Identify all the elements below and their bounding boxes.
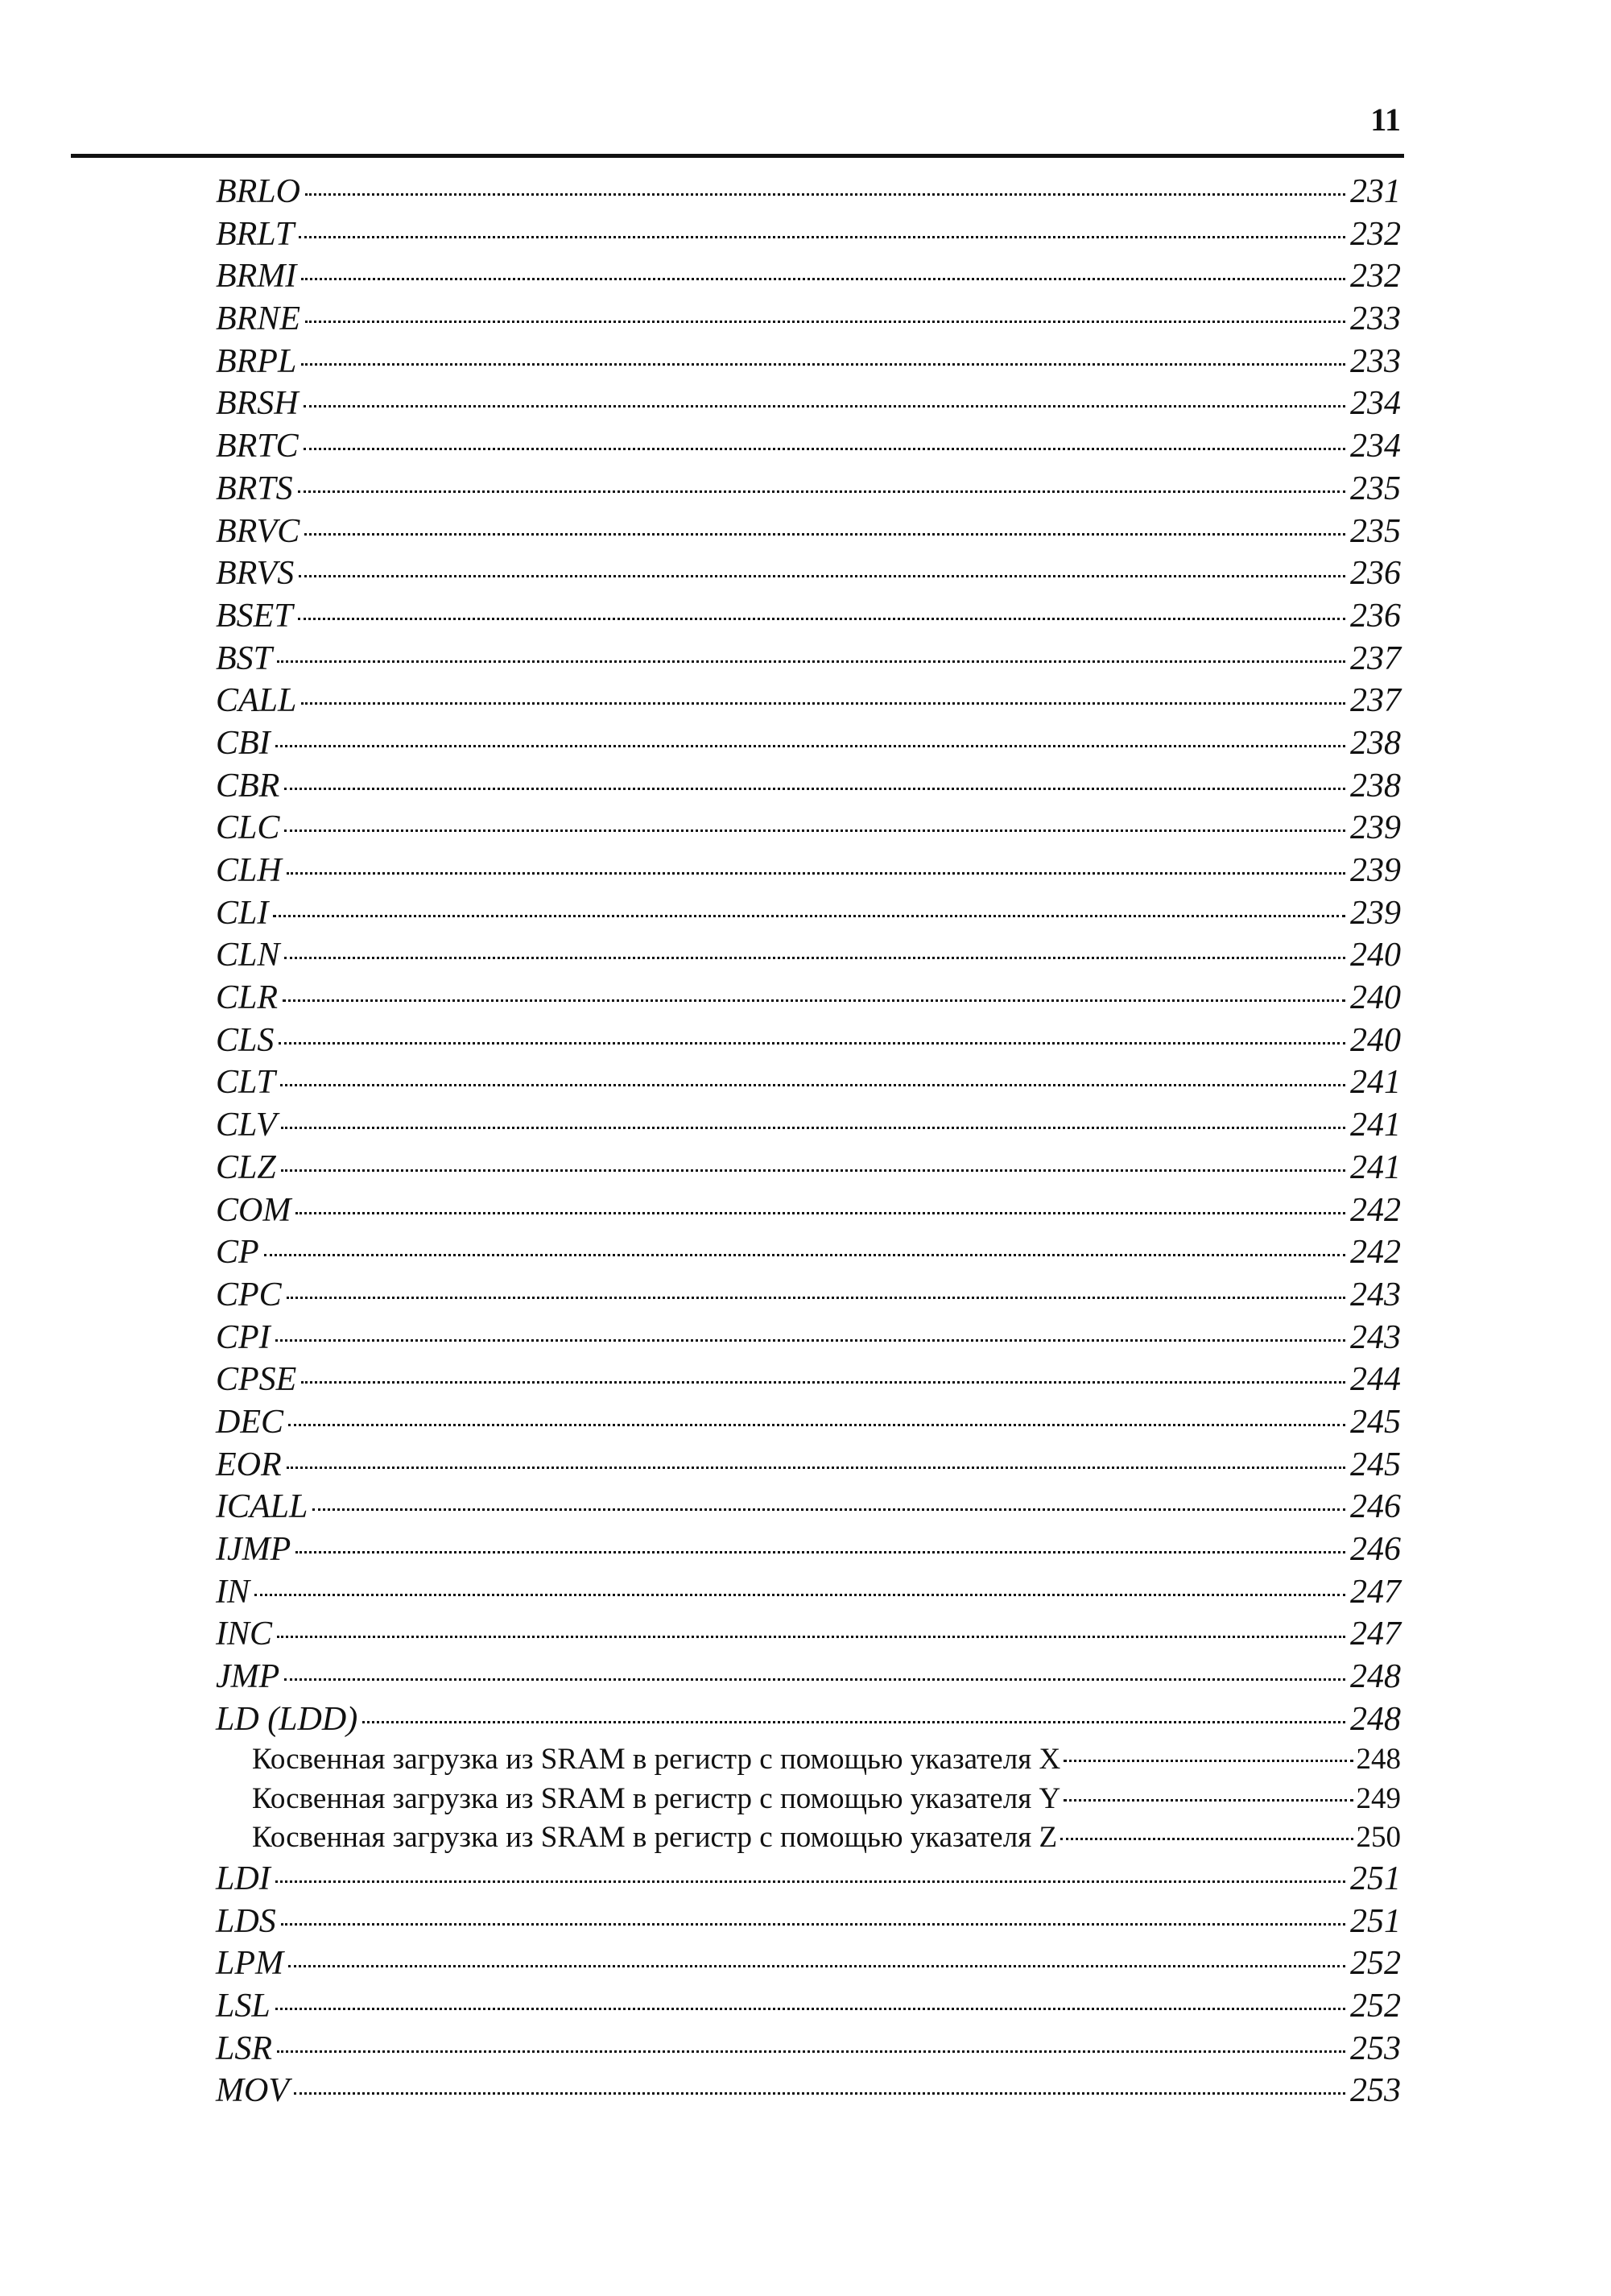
toc-entry-page: 238 (1350, 767, 1401, 805)
toc-entry-label: BRPL (216, 342, 297, 380)
toc-entry-label: INC (216, 1615, 273, 1653)
toc-dot-leader (280, 1082, 1345, 1086)
toc-dot-leader (275, 1337, 1345, 1342)
toc-entry-label: BST (216, 639, 273, 677)
toc-entry-page: 237 (1350, 639, 1401, 677)
toc-dot-leader (273, 912, 1345, 917)
toc-dot-leader (295, 1549, 1345, 1553)
toc-entry (216, 934, 1401, 977)
toc-entry-page: 248 (1350, 1700, 1401, 1738)
toc-entry-page: 244 (1350, 1361, 1401, 1399)
toc-entry (216, 468, 1401, 511)
toc-entry-label: BRNE (216, 300, 300, 338)
toc-entry-page: 241 (1350, 1148, 1401, 1186)
toc-dot-leader (277, 2048, 1345, 2053)
toc-entry-page: 239 (1350, 894, 1401, 932)
toc-dot-leader (264, 1251, 1345, 1256)
toc-dot-leader (281, 1921, 1345, 1926)
toc-dot-leader (277, 658, 1345, 663)
toc-dot-leader (312, 1506, 1345, 1511)
toc-entry-page: 245 (1350, 1446, 1401, 1483)
toc-entry-label: BRMI (216, 258, 297, 296)
toc-entry-page: 238 (1350, 724, 1401, 762)
toc-entry-label: CLI (216, 894, 269, 932)
toc-entry-label: CPSE (216, 1361, 297, 1399)
toc-entry (216, 1401, 1401, 1444)
toc-entry-page: 236 (1350, 555, 1401, 593)
toc-entry (216, 1613, 1401, 1656)
toc-entry-page: 247 (1350, 1615, 1401, 1653)
toc-entry-label: MOV (216, 2072, 289, 2110)
toc-entry (216, 1147, 1401, 1189)
toc-entry-label: CLS (216, 1021, 275, 1059)
toc-dot-leader (299, 234, 1345, 238)
toc-entry-page: 250 (1356, 1821, 1401, 1855)
toc-entry-page: 232 (1350, 258, 1401, 296)
toc-entry-page: 233 (1350, 342, 1401, 380)
toc-entry (216, 595, 1401, 638)
toc-entry-page: 241 (1350, 1107, 1401, 1144)
toc-entry (216, 1189, 1401, 1232)
toc-dot-leader (305, 318, 1345, 323)
toc-entry-label: IN (216, 1573, 250, 1611)
toc-entry (216, 298, 1401, 341)
toc-dot-leader (277, 1633, 1345, 1638)
toc-dot-leader (284, 827, 1345, 832)
toc-entry-page: 247 (1350, 1573, 1401, 1611)
toc-entry-page: 243 (1350, 1318, 1401, 1356)
toc-entry-label: BRVC (216, 512, 300, 550)
toc-entry (216, 1061, 1401, 1104)
toc-dot-leader (304, 531, 1345, 536)
toc-entry (216, 171, 1401, 213)
toc-entry-label: LD (LDD) (216, 1700, 358, 1738)
toc-entry (216, 1656, 1401, 1698)
toc-entry-label: ICALL (216, 1488, 308, 1526)
toc-dot-leader (275, 743, 1345, 747)
toc-entry-page: 253 (1350, 2029, 1401, 2067)
toc-entry (216, 511, 1401, 553)
toc-entry-page: 242 (1350, 1234, 1401, 1272)
toc-dot-leader (301, 700, 1345, 705)
toc-dot-leader (362, 1719, 1345, 1723)
toc-entry-label: BRLT (216, 215, 295, 253)
toc-entry-page: 236 (1350, 597, 1401, 635)
toc-dot-leader (275, 1878, 1345, 1883)
toc-entry-label: CLV (216, 1107, 277, 1144)
toc-entry-page: 241 (1350, 1064, 1401, 1102)
toc-dot-leader (288, 1421, 1345, 1426)
toc-entry-label: CLZ (216, 1148, 276, 1186)
toc-entry-label: IJMP (216, 1531, 291, 1568)
toc-entry-label: JMP (216, 1658, 280, 1696)
toc-entry-label: Косвенная загрузка из SRAM в регистр с помощью указателя X (252, 1743, 1061, 1777)
toc-entry-page: 252 (1350, 1988, 1401, 2025)
toc-dot-leader (254, 1591, 1345, 1596)
toc-entry-label: BRSH (216, 385, 299, 423)
toc-entry (216, 765, 1401, 808)
toc-entry (216, 1317, 1401, 1359)
table-of-contents (216, 171, 1401, 2112)
toc-dot-leader (284, 954, 1345, 959)
toc-entry-page: 246 (1350, 1531, 1401, 1568)
toc-entry-page: 240 (1350, 979, 1401, 1017)
toc-dot-leader (287, 1294, 1345, 1299)
toc-entry-label: CPI (216, 1318, 271, 1356)
toc-entry-label: BRTS (216, 470, 293, 507)
toc-entry-page: 234 (1350, 428, 1401, 465)
toc-entry-page: 240 (1350, 937, 1401, 974)
toc-entry (216, 1444, 1401, 1487)
toc-subentry (216, 1780, 1401, 1819)
toc-entry (216, 2028, 1401, 2071)
toc-entry-label: LPM (216, 1945, 283, 1983)
toc-entry-page: 235 (1350, 512, 1401, 550)
toc-entry (216, 383, 1401, 425)
toc-entry-page: 249 (1356, 1781, 1401, 1815)
toc-dot-leader (304, 403, 1345, 407)
toc-dot-leader (301, 1379, 1345, 1384)
toc-entry-page: 239 (1350, 809, 1401, 847)
toc-entry-page: 245 (1350, 1403, 1401, 1441)
toc-entry (216, 1942, 1401, 1985)
toc-dot-leader (287, 870, 1345, 875)
toc-entry-page: 232 (1350, 215, 1401, 253)
toc-subentry (216, 1740, 1401, 1780)
toc-entry (216, 977, 1401, 1020)
toc-entry-page: 248 (1350, 1658, 1401, 1696)
toc-entry (216, 807, 1401, 850)
toc-entry (216, 1274, 1401, 1317)
toc-entry (216, 1571, 1401, 1614)
toc-entry-label: BRLO (216, 173, 300, 210)
toc-entry (216, 1486, 1401, 1529)
toc-entry-page: 237 (1350, 682, 1401, 720)
toc-entry-label: BRVS (216, 555, 295, 593)
toc-dot-leader (279, 1040, 1345, 1045)
toc-entry-label: CLN (216, 937, 280, 974)
toc-entry-label: LDS (216, 1902, 276, 1940)
toc-entry-label: CLR (216, 979, 279, 1017)
toc-entry-label: CLT (216, 1064, 275, 1102)
toc-entry-page: 253 (1350, 2072, 1401, 2110)
toc-entry-label: EOR (216, 1446, 282, 1483)
toc-entry-label: BRTC (216, 428, 299, 465)
toc-entry (216, 1985, 1401, 2028)
toc-entry-page: 234 (1350, 385, 1401, 423)
toc-entry-page: 242 (1350, 1191, 1401, 1229)
toc-dot-leader (295, 1210, 1345, 1214)
toc-entry-label: CALL (216, 682, 297, 720)
toc-entry (216, 1104, 1401, 1147)
toc-dot-leader (294, 2090, 1345, 2095)
toc-dot-leader (298, 488, 1345, 493)
toc-entry-label: CLH (216, 852, 282, 889)
toc-entry (216, 722, 1401, 765)
toc-dot-leader (281, 1124, 1345, 1129)
toc-entry (216, 850, 1401, 892)
toc-entry-label: LDI (216, 1860, 271, 1897)
toc-entry (216, 425, 1401, 468)
toc-dot-leader (1064, 1797, 1353, 1802)
toc-entry-page: 251 (1350, 1860, 1401, 1897)
toc-entry (216, 638, 1401, 681)
toc-entry (216, 1020, 1401, 1062)
toc-subentry (216, 1818, 1401, 1858)
toc-entry (216, 552, 1401, 595)
toc-dot-leader (284, 785, 1345, 790)
toc-entry-label: Косвенная загрузка из SRAM в регистр с помощью указателя Z (252, 1821, 1058, 1855)
toc-dot-leader (275, 2005, 1345, 2010)
toc-entry (216, 892, 1401, 935)
page-number: 11 (1370, 101, 1401, 138)
toc-dot-leader (301, 275, 1345, 280)
toc-entry (216, 1529, 1401, 1571)
toc-entry-page: 252 (1350, 1945, 1401, 1983)
toc-entry-label: DEC (216, 1403, 283, 1441)
toc-entry (216, 1231, 1401, 1274)
toc-entry-page: 231 (1350, 173, 1401, 210)
toc-dot-leader (288, 1963, 1345, 1967)
toc-entry (216, 1858, 1401, 1901)
toc-entry (216, 255, 1401, 298)
toc-entry-label: CP (216, 1234, 259, 1272)
toc-dot-leader (301, 361, 1345, 366)
toc-entry-page: 243 (1350, 1276, 1401, 1313)
toc-entry (216, 341, 1401, 383)
toc-entry-label: CPC (216, 1276, 282, 1313)
toc-dot-leader (281, 1167, 1345, 1172)
toc-entry (216, 213, 1401, 256)
toc-dot-leader (298, 615, 1345, 620)
toc-entry-label: CBI (216, 724, 271, 762)
toc-entry-page: 240 (1350, 1021, 1401, 1059)
toc-entry-label: LSL (216, 1988, 271, 2025)
toc-entry (216, 1359, 1401, 1401)
toc-entry-page: 248 (1356, 1743, 1401, 1777)
toc-entry (216, 1698, 1401, 1741)
toc-dot-leader (305, 191, 1345, 196)
toc-entry-page: 233 (1350, 300, 1401, 338)
toc-entry-label: COM (216, 1191, 291, 1229)
toc-dot-leader (283, 997, 1345, 1002)
toc-entry-page: 251 (1350, 1902, 1401, 1940)
header-rule (71, 154, 1404, 158)
toc-entry-label: BSET (216, 597, 293, 635)
toc-entry-label: Косвенная загрузка из SRAM в регистр с помощью указателя Y (252, 1781, 1061, 1815)
toc-entry (216, 680, 1401, 722)
toc-entry-label: LSR (216, 2029, 273, 2067)
toc-dot-leader (1064, 1757, 1353, 1762)
toc-entry-label: CLC (216, 809, 280, 847)
toc-entry (216, 2070, 1401, 2112)
toc-entry-label: CBR (216, 767, 280, 805)
toc-dot-leader (287, 1464, 1345, 1469)
toc-entry-page: 246 (1350, 1488, 1401, 1526)
toc-dot-leader (299, 573, 1345, 577)
toc-dot-leader (304, 445, 1345, 450)
toc-dot-leader (284, 1676, 1345, 1681)
toc-dot-leader (1060, 1835, 1353, 1840)
toc-entry-page: 235 (1350, 470, 1401, 507)
toc-entry-page: 239 (1350, 852, 1401, 889)
toc-entry (216, 1901, 1401, 1943)
